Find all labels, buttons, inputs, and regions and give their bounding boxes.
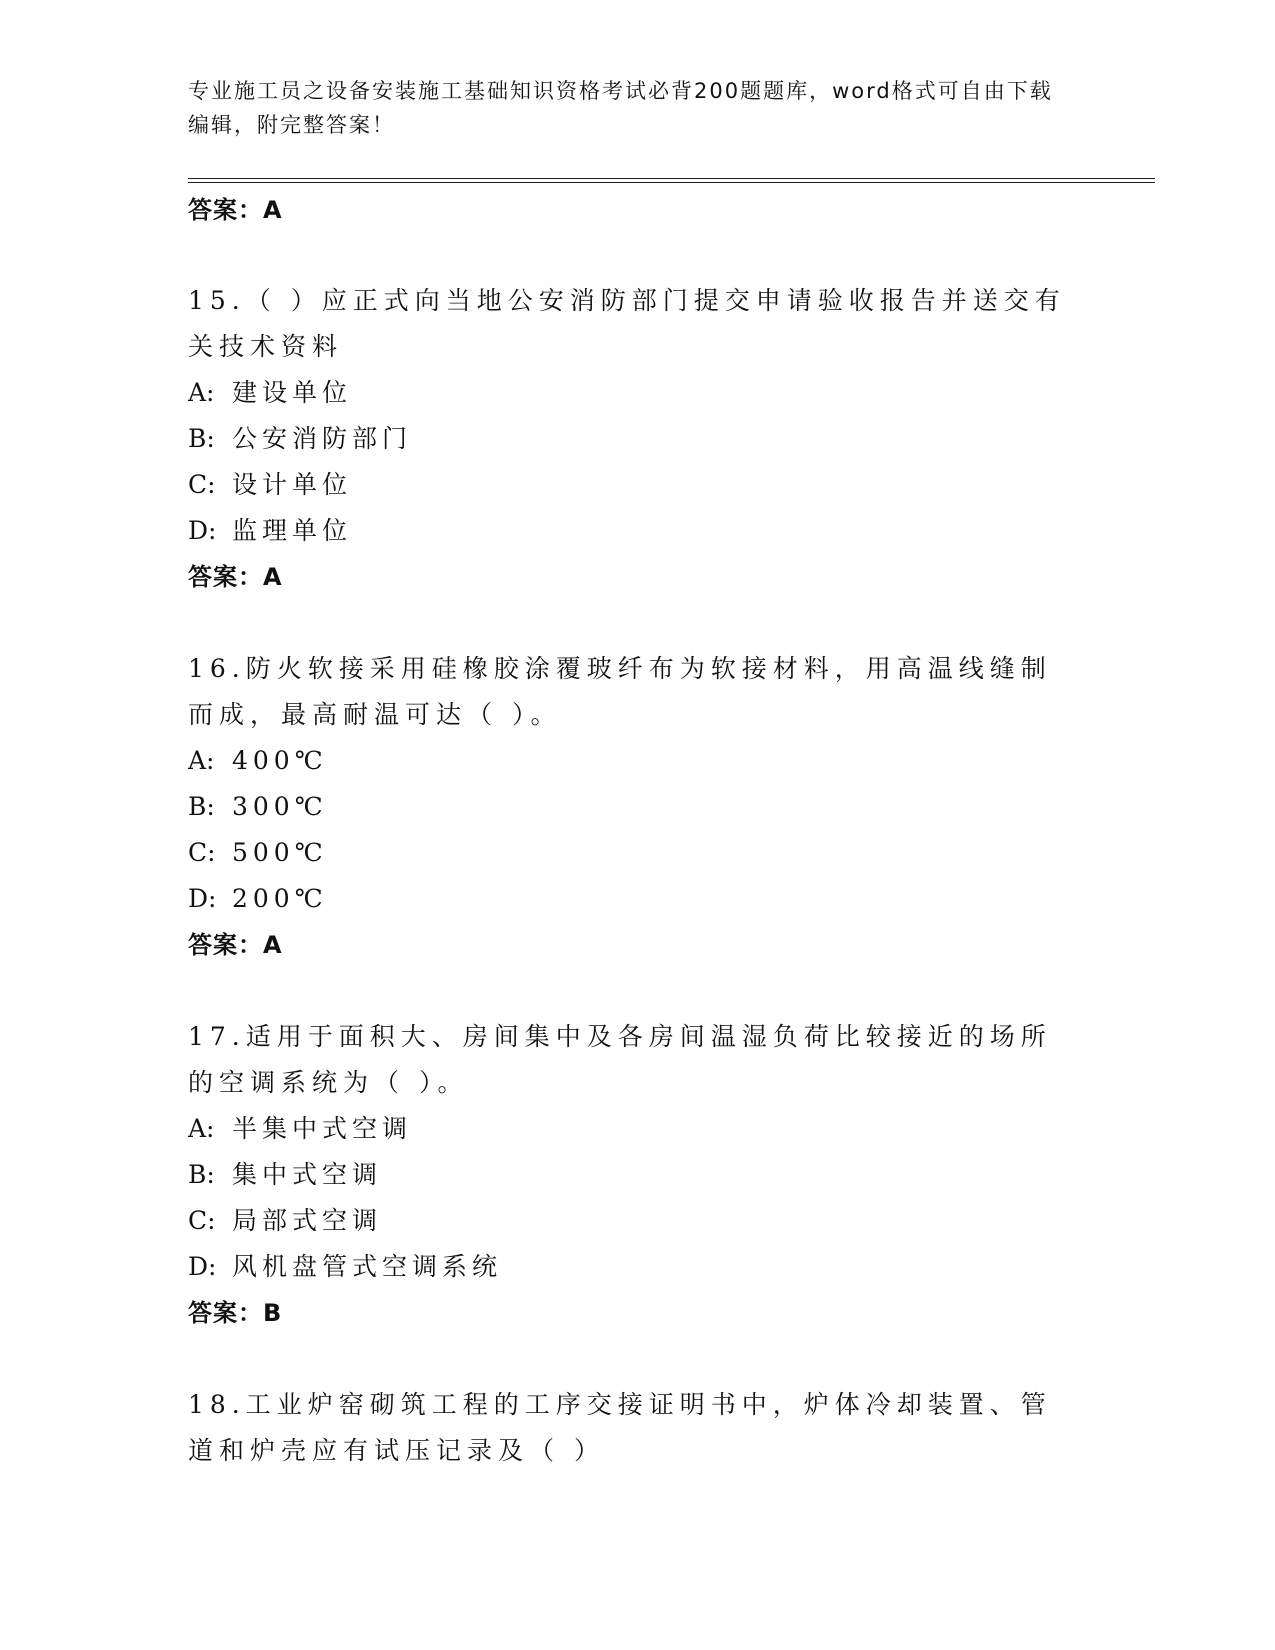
- option-letter: B:: [188, 792, 215, 821]
- option-text: 500℃: [232, 838, 328, 867]
- question-text: 15.（ ）应正式向当地公安消防部门提交申请验收报告并送交有关技术资料: [188, 286, 1066, 361]
- document-header: 专业施工员之设备安装施工基础知识资格考试必背200题题库，word格式可自由下载编辑，附完整答案！: [188, 79, 1053, 137]
- option-text: 半集中式空调: [232, 1114, 413, 1143]
- option-b: [188, 784, 1078, 830]
- question-15: [188, 278, 1078, 600]
- answer: 答案：B: [188, 1299, 283, 1327]
- option-text: 监理单位: [232, 516, 353, 545]
- option-text: 200℃: [232, 884, 328, 913]
- option-text: 建设单位: [232, 378, 353, 407]
- option-text: 300℃: [232, 792, 328, 821]
- option-b: [188, 416, 1078, 462]
- question-text: 16.防火软接采用硅橡胶涂覆玻纤布为软接材料，用高温线缝制而成，最高耐温可达（ ）。: [188, 654, 1052, 729]
- option-a: [188, 1106, 1078, 1152]
- option-letter: D:: [188, 1252, 217, 1281]
- option-letter: A:: [188, 746, 215, 775]
- option-text: 公安消防部门: [232, 424, 413, 453]
- option-letter: D:: [188, 516, 217, 545]
- option-c: [188, 1198, 1078, 1244]
- option-b: [188, 1152, 1078, 1198]
- header-double-rule: [188, 178, 1155, 183]
- option-letter: C:: [188, 470, 216, 499]
- option-letter: B:: [188, 1160, 215, 1189]
- option-letter: A:: [188, 378, 215, 407]
- option-d: [188, 876, 1078, 922]
- option-a: [188, 370, 1078, 416]
- question-text: 17.适用于面积大、房间集中及各房间温湿负荷比较接近的场所的空调系统为（ ）。: [188, 1022, 1052, 1097]
- option-letter: C:: [188, 1206, 216, 1235]
- question-text: 18.工业炉窑砌筑工程的工序交接证明书中，炉体冷却装置、管道和炉壳应有试压记录及（ ）: [188, 1390, 1052, 1465]
- option-letter: A:: [188, 1114, 215, 1143]
- option-text: 集中式空调: [232, 1160, 383, 1189]
- question-18: [188, 1382, 1078, 1474]
- option-d: [188, 508, 1078, 554]
- option-a: [188, 738, 1078, 784]
- answer: 答案：A: [188, 563, 283, 591]
- option-letter: B:: [188, 424, 215, 453]
- option-text: 400℃: [232, 746, 328, 775]
- previous-answer: 答案：A: [188, 196, 283, 224]
- option-d: [188, 1244, 1078, 1290]
- option-c: [188, 462, 1078, 508]
- question-17: [188, 1014, 1078, 1336]
- option-c: [188, 830, 1078, 876]
- option-text: 设计单位: [232, 470, 353, 499]
- question-16: [188, 646, 1078, 968]
- answer: 答案：A: [188, 931, 283, 959]
- option-letter: D:: [188, 884, 217, 913]
- option-letter: C:: [188, 838, 216, 867]
- option-text: 局部式空调: [232, 1206, 383, 1235]
- option-text: 风机盘管式空调系统: [232, 1252, 503, 1281]
